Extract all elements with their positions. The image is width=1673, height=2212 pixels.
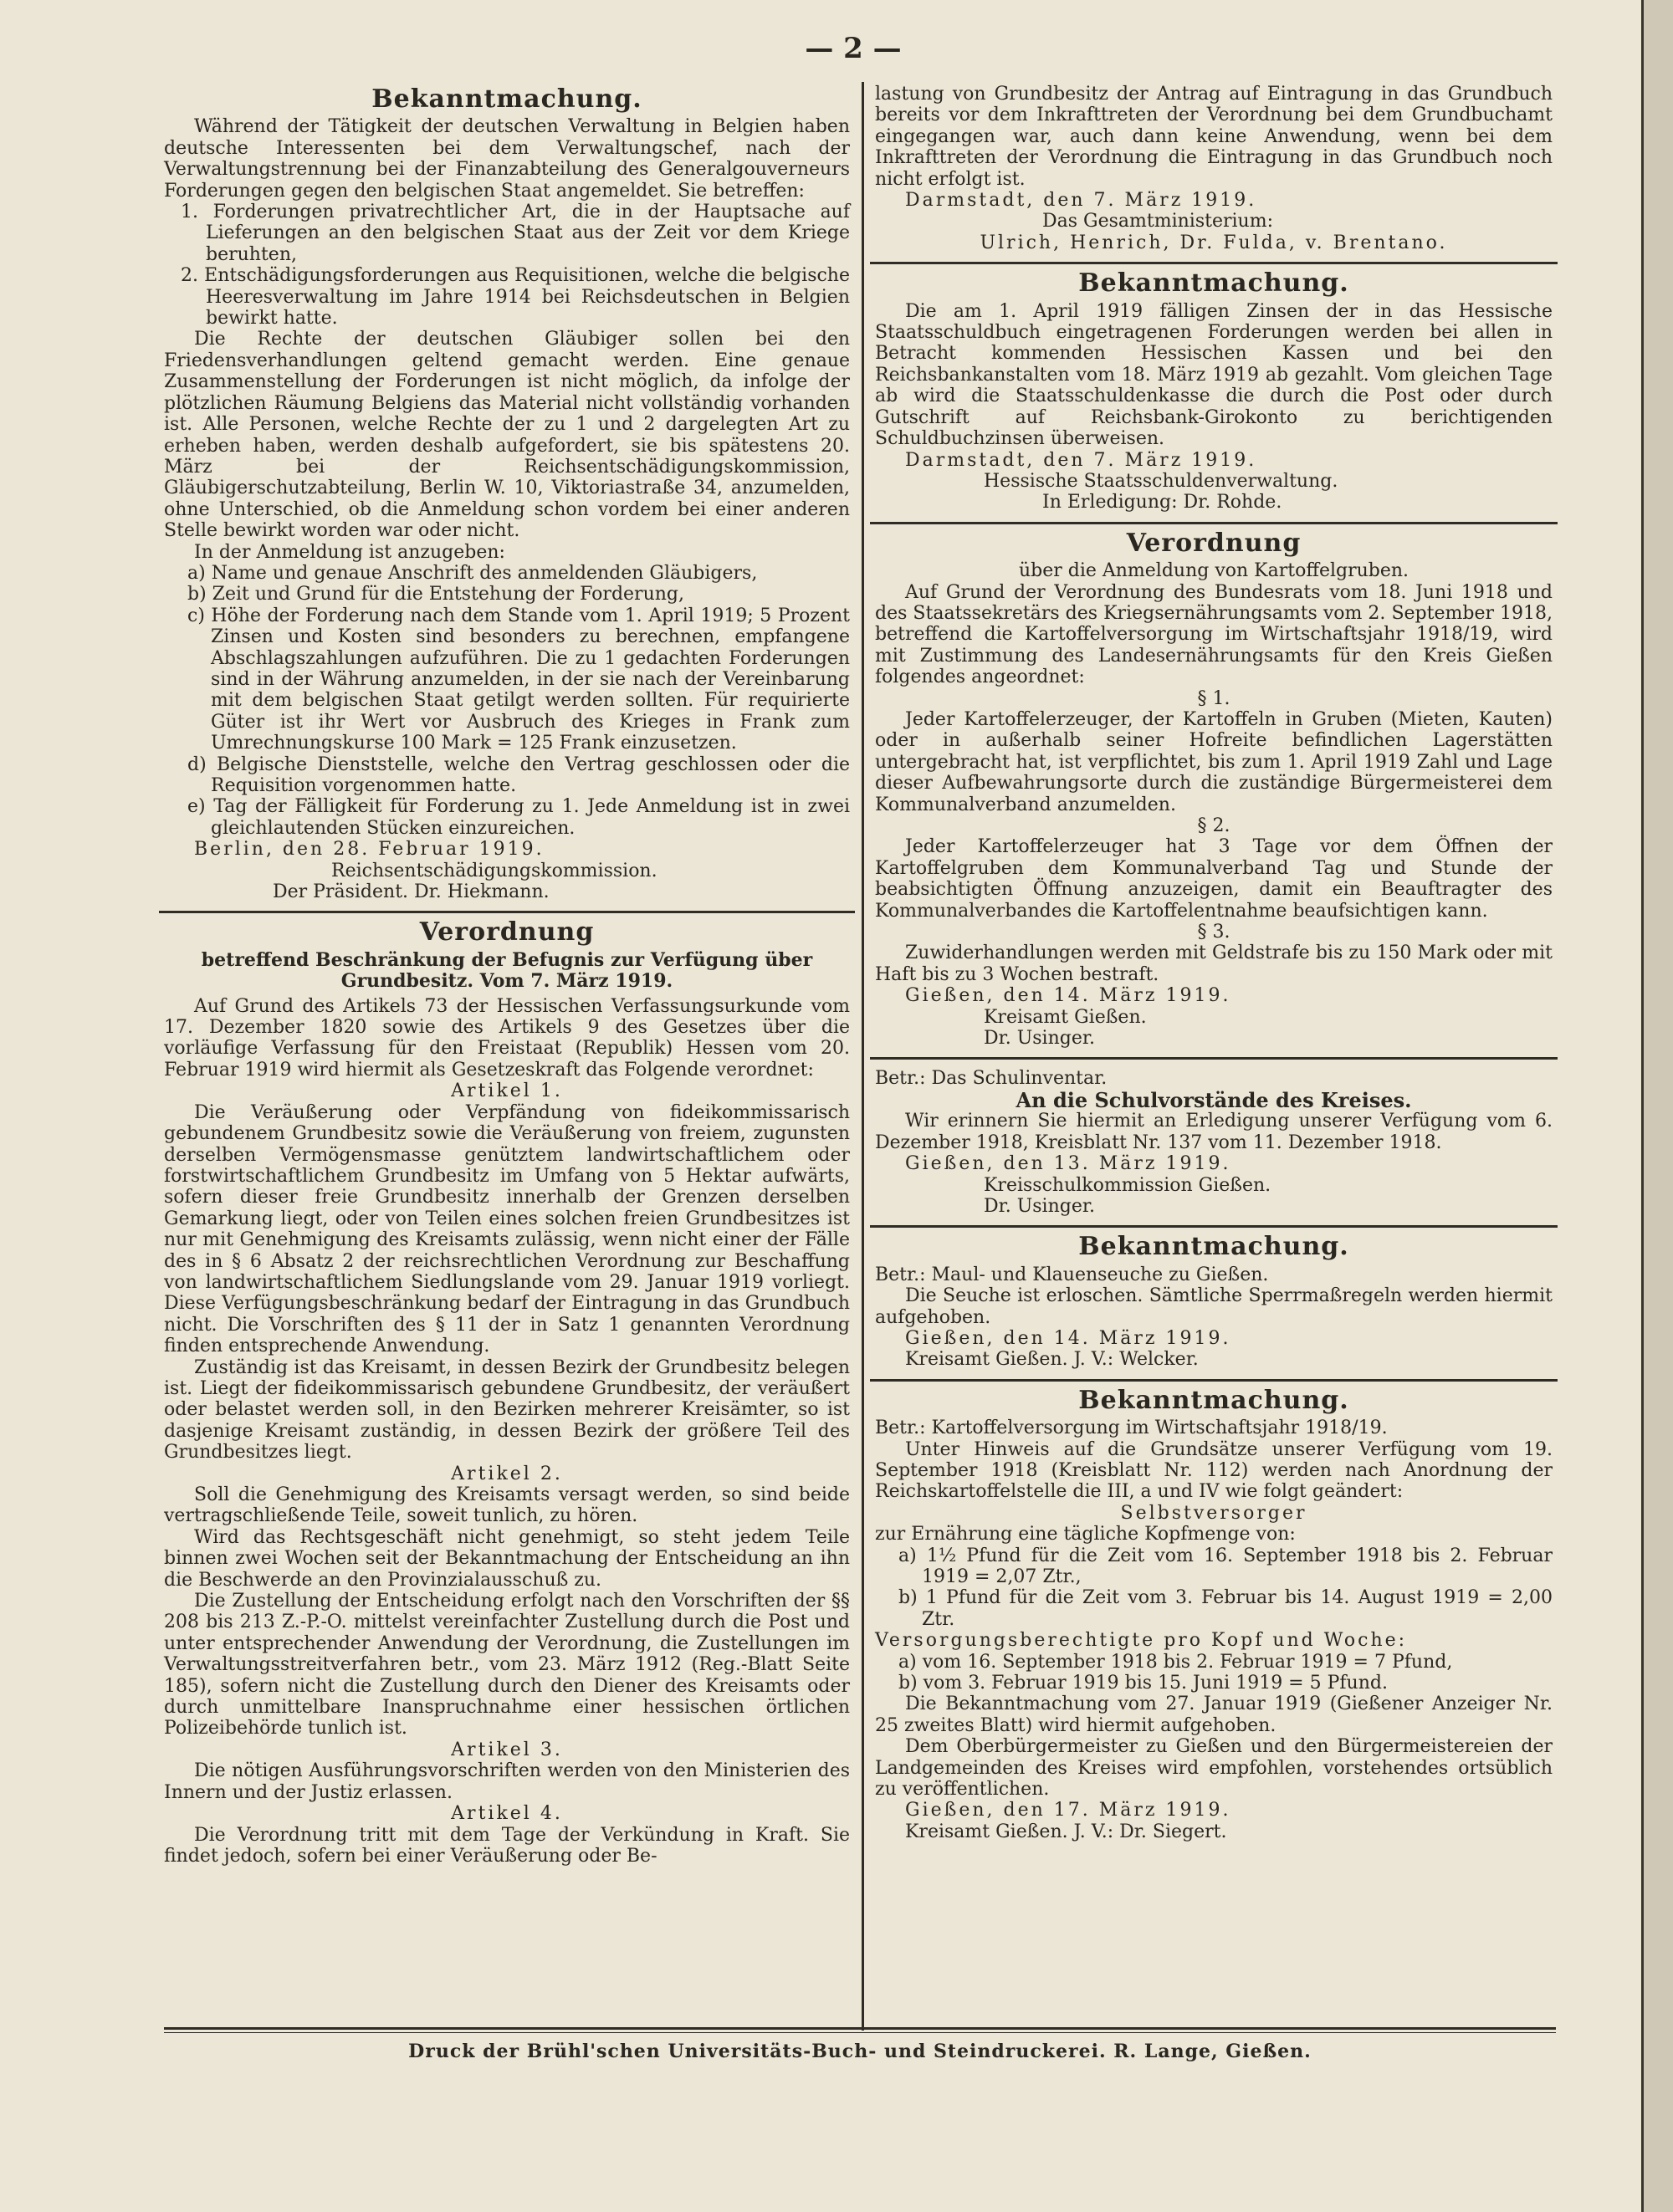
paragraph: Die Veräußerung oder Verpfändung von fideikommissarisch gebundenem Grundbesitz sowie die Veräußerung von freiem, zugunsten derselben Vermögensmasse genütztem landwirtschaftlichem oder forstwirtschaftlichem Grundbesitz im Umfang von 5 Hektar aufwärts, sofern dieser freie Grundbesitz innerhalb der Grenzen derselben Gemarkung liegt, oder von Teilen eines solchen freien Grundbesitzes ist nur mit Genehmigung des Kreisamts zulässig, wenn nicht einer der Fälle des in § 6 Absatz 2 der reichsrechtlichen Verordnung zur Beschaffung von landwirtschaftlichem Siedlungslande vom 29. Januar 1919 vorliegt. Diese Verfügungsbeschränkung bedarf der Eintragung in das Grundbuch nicht. Die Vorschriften des § 11 der in Satz 1 genannten Verordnung finden entsprechende Anwendung.: [164, 1101, 850, 1357]
list-item: a) Name und genaue Anschrift des anmeldenden Gläubigers,: [187, 562, 758, 584]
right-column: [875, 84, 1553, 1842]
section-rule: [870, 1057, 1558, 1060]
announcement-title: Bekanntmachung.: [1078, 1232, 1349, 1262]
list-item: 2. Entschädigungsforderungen aus Requisitionen, welche die belgische Heeresverwaltung im Jahre 1914 bei Reichsdeutschen in Belgien bewirkt hatte.: [181, 265, 850, 330]
paragraph: Jeder Kartoffelerzeuger hat 3 Tage vor dem Öffnen der Kartoffelgruben dem Kommunalverband Tag und Stunde der beabsichtigten Öffnung anzuzeigen, damit ein Beauftragter des Kommunalverbandes die Kartoffelentnahme beaufsichtigen kann.: [875, 836, 1553, 922]
article-heading: Artikel 4.: [451, 1803, 563, 1825]
signature-name: Der Präsident. Dr. Hiekmann.: [273, 881, 550, 903]
signature-name: Dr. Usinger.: [984, 1028, 1095, 1050]
list-item: c) Höhe der Forderung nach dem Stande vom 1. April 1919; 5 Prozent Zinsen und Kosten sind besonders zu berechnen, empfangene Abschlagszahlungen aufzuführen. Die zu 1 gedachten Forderungen sind in der Währung anzumelden, in der sie nach der Vereinbarung mit dem belgischen Staat getilgt werden sollten. Für requirierte Güter ist ihr Wert vor Ausbruch des Krieges in Frank zum Umrechnungskurse 100 Mark = 125 Frank einzusetzen.: [187, 605, 850, 754]
signature-place-date: Darmstadt, den 7. März 1919.: [905, 449, 1257, 471]
paragraph: lastung von Grundbesitz der Antrag auf Eintragung in das Grundbuch bereits vor dem Inkrafttreten der Verordnung bei dem Grundbuchamt eingegangen war, auch dann keine Anwendung, wenn bei dem Inkrafttreten der Verordnung die Eintragung in das Grundbuch noch nicht erfolgt ist.: [875, 84, 1553, 190]
list-item: a) 1½ Pfund für die Zeit vom 16. September 1918 bis 2. Februar 1919 = 2,07 Ztr.,: [898, 1545, 1553, 1587]
paragraph: Die Seuche ist erloschen. Sämtliche Sperrmaßregeln werden hiermit aufgehoben.: [875, 1285, 1553, 1328]
section-rule: [870, 1225, 1558, 1228]
signature-name: Dr. Usinger.: [984, 1195, 1095, 1217]
signature-place-date: Berlin, den 28. Februar 1919.: [194, 839, 545, 861]
signature-authority: Das Gesamtministerium:: [1042, 211, 1273, 232]
left-column: [164, 84, 850, 1867]
paragraph: Die Rechte der deutschen Gläubiger sollen bei den Friedensverhandlungen geltend gemacht werden. Eine genaue Zusammenstellung der Forderungen ist nicht möglich, da infolge der plötzlichen Räumung Belgiens das Material nicht vollständig vorhanden ist. Alle Personen, welche Rechte der zu 1 und 2 dargelegten Art zu erheben haben, werden deshalb aufgefordert, sie bis spätestens 20. März bei der Reichsentschädigungskommission, Gläubigerschutzabteilung, Berlin W. 10, Viktoriastraße 34, anzumelden, ohne Unterschied, ob die Anmeldung schon vordem bei einer anderen Stelle bewirkt worden war oder nicht.: [164, 329, 850, 542]
subsection-heading: Selbstversorger: [1120, 1502, 1307, 1524]
section-heading: § 2.: [1197, 815, 1230, 836]
subject-line: Betr.: Kartoffelversorgung im Wirtschaftsjahr 1918/19.: [875, 1418, 1388, 1439]
signature-authority: Kreisamt Gießen.: [984, 1006, 1147, 1028]
paragraph: Die nötigen Ausführungsvorschriften werden von den Ministerien des Innern und der Justiz erlassen.: [164, 1760, 850, 1803]
announcement-title: Bekanntmachung.: [371, 84, 642, 114]
article-heading: Artikel 3.: [451, 1739, 563, 1760]
ordinance-title: Verordnung: [419, 917, 595, 948]
paragraph: Unter Hinweis auf die Grundsätze unserer Verfügung vom 19. September 1918 (Kreisblatt Nr. 112) werden nach Anordnung der Reichskartoffelstelle die III, a und IV wie folgt geändert:: [875, 1438, 1553, 1503]
paragraph: Jeder Kartoffelerzeuger, der Kartoffeln in Gruben (Mieten, Kauten) oder in außerhalb seiner Hofreite befindlichen Lagerstätten untergebracht hat, ist verpflichtet, bis zum 1. April 1919 Zahl und Lage dieser Aufbewahrungsorte durch die zuständige Bürgermeisterei dem Kommunalverband anzumelden.: [875, 708, 1553, 815]
signature-authority: Hessische Staatsschuldenverwaltung.: [984, 470, 1338, 492]
paragraph: zur Ernährung eine tägliche Kopfmenge von:: [875, 1524, 1296, 1545]
paragraph: Auf Grund der Verordnung des Bundesrats vom 18. Juni 1918 und des Staatssekretärs des Kriegsernährungsamts vom 2. September 1918, betreffend die Kartoffelversorgung im Wirtschaftsjahr 1918/19, wird mit Zustimmung des Landesernährungsamts für den Kreis Gießen folgendes angeordnet:: [875, 581, 1553, 688]
ordinance-subtitle: betreffend Beschränkung der Befugnis zur Verfügung über Grundbesitz. Vom 7. März 1919.: [201, 948, 813, 993]
column-divider: [862, 82, 864, 2031]
list-item: e) Tag der Fälligkeit für Forderung zu 1. Jede Anmeldung ist in zwei gleichlautenden Stücken einzureichen.: [187, 796, 850, 839]
signature-place-date: Gießen, den 17. März 1919.: [905, 1800, 1231, 1821]
section-rule: [870, 522, 1558, 524]
paragraph: Zuständig ist das Kreisamt, in dessen Bezirk der Grundbesitz belegen ist. Liegt der fideikommissarisch gebundene Grundbesitz, der veräußert oder belastet werden soll, in den Bezirken mehrerer Kreisämter, so ist dasjenige Kreisamt zuständig, in dessen Bezirk der größere Teil des Grundbesitzes liegt.: [164, 1356, 850, 1464]
section-heading: § 1.: [1197, 687, 1230, 709]
list-item: b) 1 Pfund für die Zeit vom 3. Februar bis 14. August 1919 = 2,00 Ztr.: [898, 1587, 1553, 1630]
list-item: a) vom 16. September 1918 bis 2. Februar 1919 = 7 Pfund,: [898, 1651, 1453, 1673]
paragraph: Wir erinnern Sie hiermit an Erledigung unserer Verfügung vom 6. Dezember 1918, Kreisblatt Nr. 137 vom 11. Dezember 1918.: [875, 1111, 1553, 1153]
section-rule: [870, 262, 1558, 264]
paragraph: Die Bekanntmachung vom 27. Januar 1919 (Gießener Anzeiger Nr. 25 zweites Blatt) wird hiermit aufgehoben.: [875, 1693, 1553, 1736]
list-item: d) Belgische Dienststelle, welche den Vertrag geschlossen oder die Requisition vorgenommen hatte.: [187, 754, 850, 796]
bottom-rule-thin: [164, 2032, 1556, 2033]
ordinance-subtitle: über die Anmeldung von Kartoffelgruben.: [1018, 560, 1410, 582]
notice-heading: An die Schulvorstände des Kreises.: [1016, 1087, 1412, 1112]
section-rule: [870, 1379, 1558, 1382]
page-edge: [1641, 0, 1673, 2212]
paragraph: Die Verordnung tritt mit dem Tage der Verkündung in Kraft. Sie findet jedoch, sofern bei einer Veräußerung oder Be-: [164, 1824, 850, 1867]
announcement-title: Bekanntmachung.: [1078, 1385, 1349, 1415]
signature-place-date: Gießen, den 13. März 1919.: [905, 1153, 1231, 1175]
signature-authority: Kreisschulkommission Gießen.: [984, 1174, 1271, 1196]
paragraph: Die Zustellung der Entscheidung erfolgt nach den Vorschriften der §§ 208 bis 213 Z.-P.-O. mittelst vereinfachter Zustellung durch die Post und unter entsprechender Anwendung der Verordnung, die Zustellungen im Verwaltungsstreitverfahren betr., vom 23. März 1912 (Reg.-Blatt Seite 185), sofern nicht die Zustellung durch den Diener des Kreisamts oder durch unmittelbare Inanspruchnahme einer hessischen örtlichen Polizeibehörde tunlich ist.: [164, 1591, 850, 1739]
signature-authority: Kreisamt Gießen. J. V.: Welcker.: [905, 1349, 1199, 1371]
section-heading: § 3.: [1197, 922, 1230, 943]
signature-place-date: Darmstadt, den 7. März 1919.: [905, 190, 1257, 212]
section-rule: [159, 911, 855, 913]
printer-imprint: Druck der Brühl'schen Universitäts-Buch- und Steindruckerei. R. Lange, Gießen.: [408, 2041, 1312, 2062]
paragraph: Dem Oberbürgermeister zu Gießen und den Bürgermeistereien der Landgemeinden des Kreises wird empfohlen, vorstehendes ortsüblich zu veröffentlichen.: [875, 1736, 1553, 1801]
subsection-heading: Versorgungsberechtigte pro Kopf und Woche:: [875, 1630, 1408, 1652]
paragraph: In der Anmeldung ist anzugeben:: [194, 541, 505, 563]
page-number: — 2 —: [805, 32, 902, 65]
announcement-title: Bekanntmachung.: [1078, 268, 1349, 299]
list-item: 1. Forderungen privatrechtlicher Art, die in der Hauptsache auf Lieferungen an den belgischen Staat aus der Zeit vor dem Kriege beruhten,: [181, 202, 850, 265]
paragraph: Zuwiderhandlungen werden mit Geldstrafe bis zu 150 Mark oder mit Haft bis zu 3 Wochen bestraft.: [875, 943, 1553, 985]
paragraph: Wird das Rechtsgeschäft nicht genehmigt, so steht jedem Teile binnen zwei Wochen seit der Bekanntmachung der Entscheidung an ihn die Beschwerde an den Provinzialausschuß zu.: [164, 1526, 850, 1591]
signature-authority: Kreisamt Gießen. J. V.: Dr. Siegert.: [905, 1821, 1227, 1842]
list-item: b) Zeit und Grund für die Entstehung der Forderung,: [187, 584, 684, 605]
paragraph: Auf Grund des Artikels 73 der Hessischen Verfassungsurkunde vom 17. Dezember 1820 sowie des Artikels 9 des Gesetzes über die vorläufige Verfassung für den Freistaat (Republik) Hessen vom 20. Februar 1919 wird hiermit als Gesetzeskraft das Folgende verordnet:: [164, 995, 850, 1080]
article-heading: Artikel 1.: [451, 1080, 563, 1102]
signature-place-date: Gießen, den 14. März 1919.: [905, 985, 1231, 1007]
signature-name: Ulrich, Henrich, Dr. Fulda, v. Brentano.: [980, 232, 1448, 253]
paragraph: Während der Tätigkeit der deutschen Verwaltung in Belgien haben deutsche Interessenten bei dem Verwaltungschef, nach der Verwaltungstrennung bei der Finanzabteilung des Generalgouverneurs Forderungen gegen den belgischen Staat angemeldet. Sie betreffen:: [164, 116, 850, 202]
ordinance-title: Verordnung: [1126, 528, 1302, 558]
signature-name: In Erledigung: Dr. Rohde.: [1042, 492, 1282, 513]
paragraph: Soll die Genehmigung des Kreisamts versagt werden, so sind beide vertragschließende Teile, soweit tunlich, zu hören.: [164, 1484, 850, 1527]
paragraph: Die am 1. April 1919 fälligen Zinsen der in das Hessische Staatsschuldbuch eingetragenen Forderungen werden bei allen in Betracht kommenden Hessischen Kassen und bei den Reichsbankanstalten vom 18. März 1919 ab gezahlt. Vom gleichen Tage ab wird die Staatsschuldenkasse die durch die Post oder durch Gutschrift auf Reichsbank-Girokonto zu berichtigenden Schuldbuchzinsen überweisen.: [875, 300, 1553, 450]
signature-authority: Reichsentschädigungskommission.: [331, 860, 657, 881]
subject-line: Betr.: Das Schulinventar.: [875, 1068, 1108, 1090]
signature-place-date: Gießen, den 14. März 1919.: [905, 1327, 1231, 1349]
bottom-rule: [164, 2027, 1556, 2030]
article-heading: Artikel 2.: [451, 1463, 563, 1484]
subject-line: Betr.: Maul- und Klauenseuche zu Gießen.: [875, 1264, 1269, 1285]
list-item: b) vom 3. Februar 1919 bis 15. Juni 1919 = 5 Pfund.: [898, 1673, 1388, 1694]
